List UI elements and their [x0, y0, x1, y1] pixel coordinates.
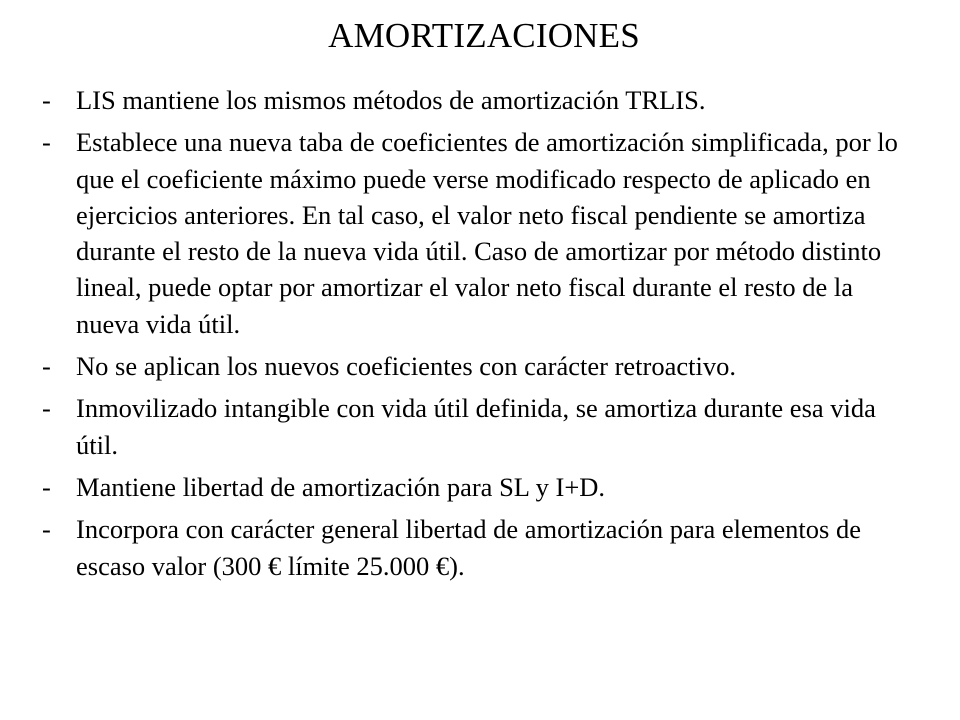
bullet-text: Establece una nueva taba de coeficientes de amortización simplificada, por lo que el coeficiente máximo puede verse modificado respecto de aplicado en ejercicios anteriores. En tal caso, el valor neto fiscal pendiente se amortiza durante el resto de la nueva vida útil. Caso de amortizar por método distinto lineal, puede optar por amortizar el valor neto fiscal durante el resto de la nueva vida útil.: [76, 127, 898, 339]
bullet-dash: -: [42, 514, 51, 545]
bullet-item: [42, 124, 912, 342]
bullet-item: [42, 511, 912, 584]
bullet-dash: -: [42, 393, 51, 424]
bullet-item: [42, 469, 912, 505]
bullet-dash: -: [42, 471, 51, 502]
bullet-item: [42, 390, 912, 463]
bullet-dash: -: [42, 351, 51, 382]
bullet-text: Inmovilizado intangible con vida útil definida, se amortiza durante esa vida útil.: [76, 393, 876, 460]
bullet-text: Mantiene libertad de amortización para SL y I+D.: [76, 471, 606, 502]
bullet-text: LIS mantiene los mismos métodos de amortización TRLIS.: [76, 85, 706, 115]
bullet-text: No se aplican los nuevos coeficientes con carácter retroactivo.: [76, 351, 736, 382]
bullet-dash: -: [42, 127, 51, 158]
slide-title: AMORTIZACIONES: [328, 16, 640, 55]
bullet-text: Incorpora con carácter general libertad de amortización para elementos de escaso valor (300 € límite 25.000 €).: [76, 514, 861, 581]
bullet-item: [42, 82, 912, 118]
bullet-dash: -: [42, 85, 51, 115]
bullet-item: [42, 348, 912, 384]
bullet-list: [42, 82, 912, 590]
